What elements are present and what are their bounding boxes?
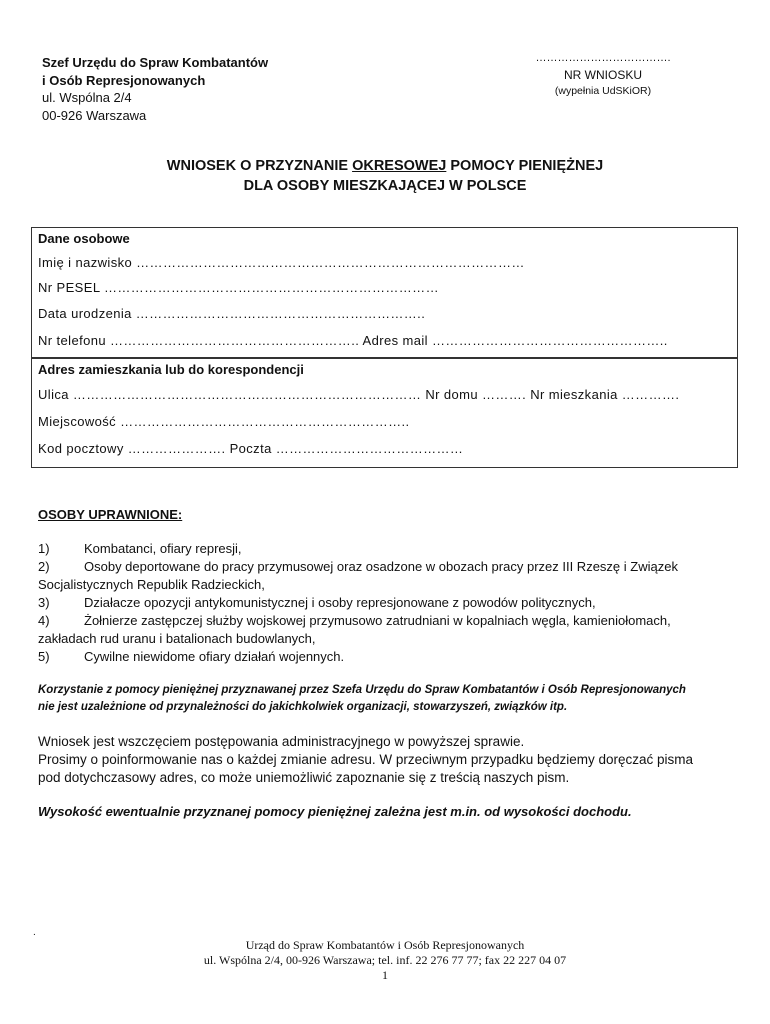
- eligible-item-2: 2) Osoby deportowane do pracy przymusowej oraz osadzone w obozach pracy przez III Rzeszę i Związek: [38, 559, 678, 574]
- eligible-item-5: 5) Cywilne niewidome ofiary działań wojennych.: [38, 649, 345, 664]
- city-field[interactable]: Miejscowość ………………………………………………………..: [38, 414, 410, 429]
- title-underlined-word: OKRESOWEJ: [352, 158, 447, 174]
- title-line1-before: WNIOSEK O PRZYZNANIE: [166, 158, 353, 174]
- eligible-item-2-cont: Socjalistycznych Republik Radzieckich,: [38, 577, 265, 592]
- eligible-heading: OSOBY UPRAWNIONE:: [38, 507, 183, 522]
- pesel-field[interactable]: Nr PESEL …………………………………………………………………: [38, 280, 439, 295]
- office-address-line2: i Osób Represjonowanych: [42, 72, 206, 88]
- address-heading: Adres zamieszkania lub do korespondencji: [38, 362, 304, 377]
- footer: [0, 938, 770, 983]
- phone-email-field[interactable]: Nr telefonu ……………………………………………….. Adres mail ……………………………………………..: [38, 333, 668, 348]
- income-note: Wysokość ewentualnie przyznanej pomocy pieniężnej zależna jest m.in. od wysokości dochodu.: [38, 804, 632, 819]
- address-section: [31, 358, 738, 468]
- document-title: [0, 156, 770, 196]
- page-number: 1: [382, 968, 388, 982]
- title-line2: DLA OSOBY MIESZKAJĄCEJ W POLSCE: [243, 178, 527, 194]
- birth-date-field[interactable]: Data urodzenia ………………………………………………………..: [38, 306, 426, 321]
- eligible-item-1: 1) Kombatanci, ofiary represji,: [38, 541, 242, 556]
- stray-mark: .: [33, 927, 36, 938]
- office-address-line3: ul. Wspólna 2/4: [42, 90, 132, 105]
- eligible-item-4-cont: zakładach rud uranu i batalionach budowlanych,: [38, 631, 316, 646]
- title-line1-after: POMOCY PIENIĘŻNEJ: [446, 158, 604, 174]
- info-paragraph: Wniosek jest wszczęciem postępowania administracyjnego w powyższej sprawie. Prosimy o poinformowanie nas o każdej zmianie adresu. W przeciwnym przypadku będziemy doręczać pisma pod dotychczasowy adres, co może uniemożliwić zapoznanie się z treścią naszych pism.: [38, 734, 694, 785]
- name-field[interactable]: Imię i nazwisko ……………………………………………………………………………: [38, 255, 525, 270]
- application-number-label: NR WNIOSKU: [564, 68, 642, 82]
- personal-data-heading: Dane osobowe: [38, 231, 130, 246]
- application-number: [528, 52, 678, 97]
- membership-notice: Korzystanie z pomocy pieniężnej przyznawanej przez Szefa Urzędu do Spraw Kombatantów i Osób Represjonowanych nie jest uzależnione od przynależności do jakichkolwiek organizacji, stowarzyszeń, związków itp.: [38, 684, 686, 713]
- application-number-field[interactable]: ……………………………….: [535, 52, 671, 64]
- eligible-item-3: 3) Działacze opozycji antykomunistycznej i osoby represjonowane z powodów politycznych,: [38, 595, 596, 610]
- personal-data-section: [31, 227, 738, 358]
- postal-field[interactable]: Kod pocztowy …………………. Poczta ……………………………………: [38, 441, 464, 456]
- office-address-line1: Szef Urzędu do Spraw Kombatantów: [42, 55, 269, 70]
- office-address-line4: 00-926 Warszawa: [42, 107, 147, 123]
- street-field[interactable]: Ulica …………………………………………………………………… Nr domu ………. Nr mieszkania ………….: [38, 387, 680, 402]
- footer-line1: Urząd do Spraw Kombatantów i Osób Represjonowanych: [245, 938, 525, 952]
- footer-line2: ul. Wspólna 2/4, 00-926 Warszawa; tel. inf. 22 276 77 77; fax 22 227 04 07: [203, 953, 567, 967]
- eligible-item-4: 4) Żołnierze zastępczej służby wojskowej przymusowo zatrudniani w kopalniach węgla, kamieniołomach,: [38, 613, 671, 628]
- office-address: [42, 54, 268, 124]
- application-number-note: (wypełnia UdSKiOR): [554, 85, 652, 97]
- eligible-list: [38, 540, 738, 666]
